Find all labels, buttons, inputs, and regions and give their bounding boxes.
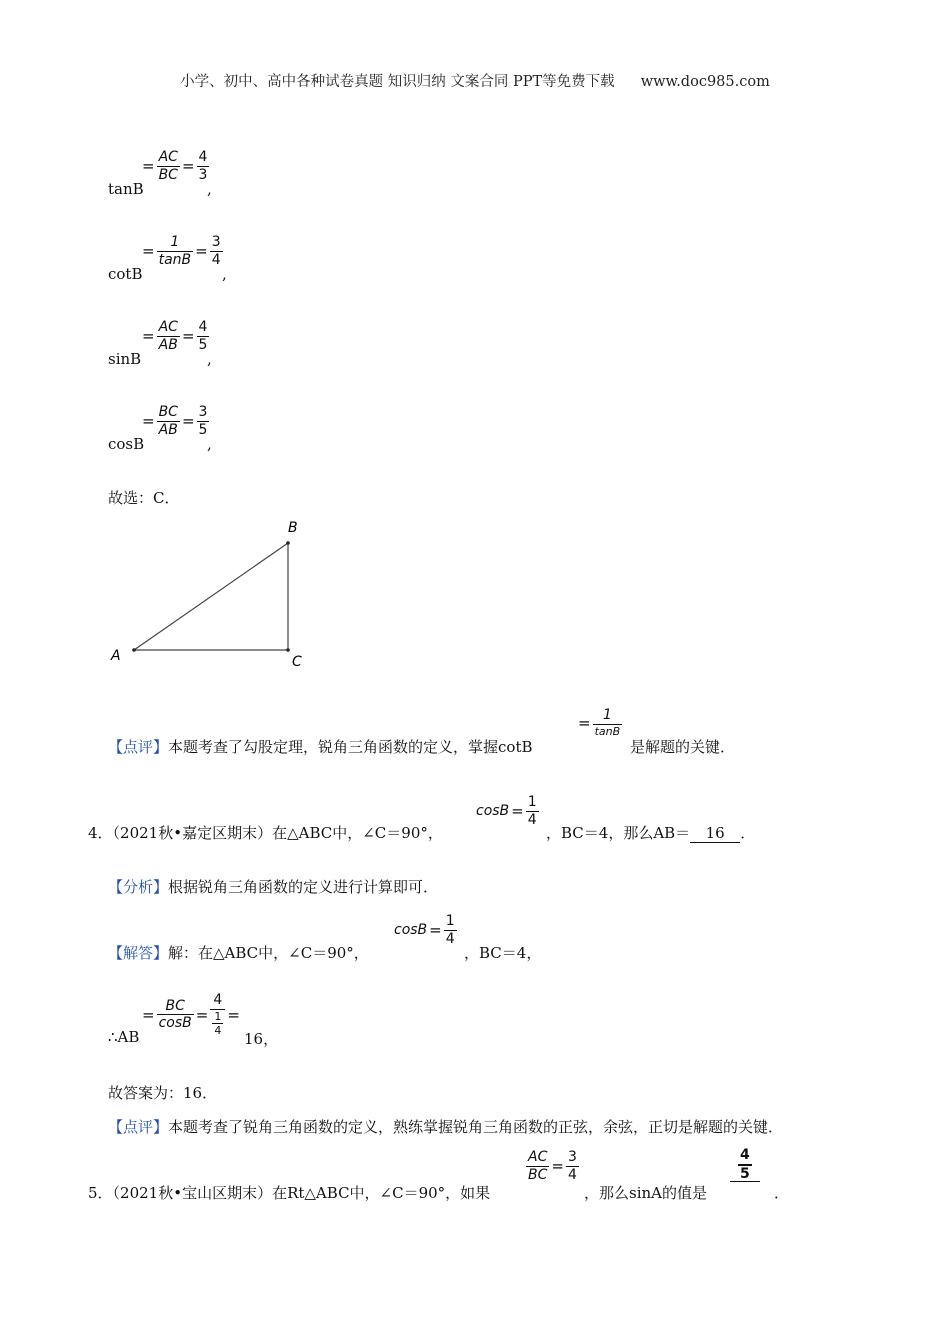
answer-blank: 16 <box>690 824 740 843</box>
q4-tail <box>546 822 755 843</box>
label-sinb: sinB <box>108 350 142 368</box>
solution-tag: 【解答】 <box>108 944 169 962</box>
question-number: 4． <box>88 824 113 842</box>
formula-cosb: = $\frac{BC}{AB}$ = $\frac{3}{5}$ <box>142 404 208 438</box>
review-text: 本题考查了锐角三角函数的定义，熟练掌握锐角三角函数的正弦，余弦，正切是解题的关键． <box>168 1118 784 1136</box>
q5-answer-blank: $\frac{4}{5}$ <box>730 1148 760 1182</box>
side-ab <box>134 543 288 650</box>
label-tanb: tanB <box>108 180 144 198</box>
q5-tail: ，那么sinA的值是 <box>584 1184 707 1202</box>
label-cosb: cosB <box>108 435 145 453</box>
header-site: www.doc985.com <box>640 74 770 90</box>
solution-4 <box>108 942 369 963</box>
review-text: 本题考查了勾股定理，锐角三角函数的定义，掌握 <box>168 738 499 756</box>
formula-tanb: = $\frac{AC}{BC}$ = $\frac{4}{3}$ <box>142 149 208 183</box>
analysis-tag: 【分析】 <box>108 878 169 896</box>
question-source: （2021秋•宝山区期末） <box>112 1184 273 1202</box>
answer-3: 故选：C． <box>108 489 180 507</box>
cot-label: cotB <box>498 738 533 756</box>
answer-4: 故答案为：16． <box>108 1084 218 1102</box>
q4-formula: cosB = $\frac{1}{4}$ <box>476 794 537 828</box>
question-text: 在△ABC中，∠C＝90°， <box>272 824 443 842</box>
question-number: 5． <box>88 1184 113 1202</box>
solution-text: 解：在△ABC中，∠C＝90°， <box>168 944 369 962</box>
solution-4-tail: ，BC＝4， <box>464 944 542 962</box>
review-3 <box>108 736 533 757</box>
formula-sinb: = $\frac{AC}{AB}$ = $\frac{4}{5}$ <box>142 319 208 353</box>
formula-cotb: = $\frac{1}{\tan B}$ = $\frac{3}{4}$ <box>142 234 221 268</box>
comma: , <box>222 265 227 283</box>
comma: , <box>207 435 212 453</box>
review-3-formula: = $\frac{1}{\tan B}$ <box>578 707 621 738</box>
label-ab: ∴AB <box>108 1028 140 1046</box>
question-5 <box>88 1182 490 1203</box>
analysis-4 <box>108 876 438 897</box>
solution-4-formula: cosB = $\frac{1}{4}$ <box>394 913 455 947</box>
ab-result: 16， <box>244 1030 279 1048</box>
review-4 <box>108 1116 783 1137</box>
review-tag: 【点评】 <box>108 738 169 756</box>
page-header <box>0 70 950 91</box>
label-b: B <box>288 520 298 536</box>
vertex-b <box>286 541 290 545</box>
analysis-text: 根据锐角三角函数的定义进行计算即可． <box>168 878 439 896</box>
header-text: 小学、初中、高中各种试卷真题 知识归纳 文案合同 PPT等免费下载 <box>180 74 615 90</box>
question-4 <box>88 822 443 843</box>
label-c: C <box>292 654 302 670</box>
question-text-2: ，BC＝4，那么AB＝ <box>546 824 691 842</box>
formula-ab: = $\frac{BC}{\cos B}$ = $\frac{4}{\frac{1}{4}}$ = <box>142 992 240 1038</box>
question-text: 在Rt△ABC中，∠C＝90°，如果 <box>272 1184 491 1202</box>
label-cotb: cotB <box>108 265 143 283</box>
question-source: （2021秋•嘉定区期末） <box>112 824 273 842</box>
label-a: A <box>111 648 121 664</box>
q5-formula: $\frac{AC}{BC}$ = $\frac{3}{4}$ <box>528 1149 577 1183</box>
period: ． <box>740 824 756 842</box>
comma: , <box>207 180 212 198</box>
period: ． <box>774 1184 790 1202</box>
review-3-tail: 是解题的关键． <box>630 738 736 756</box>
triangle-diagram <box>100 510 320 680</box>
comma: , <box>207 350 212 368</box>
vertex-a <box>132 648 136 652</box>
review-tag: 【点评】 <box>108 1118 169 1136</box>
vertex-c <box>286 648 290 652</box>
